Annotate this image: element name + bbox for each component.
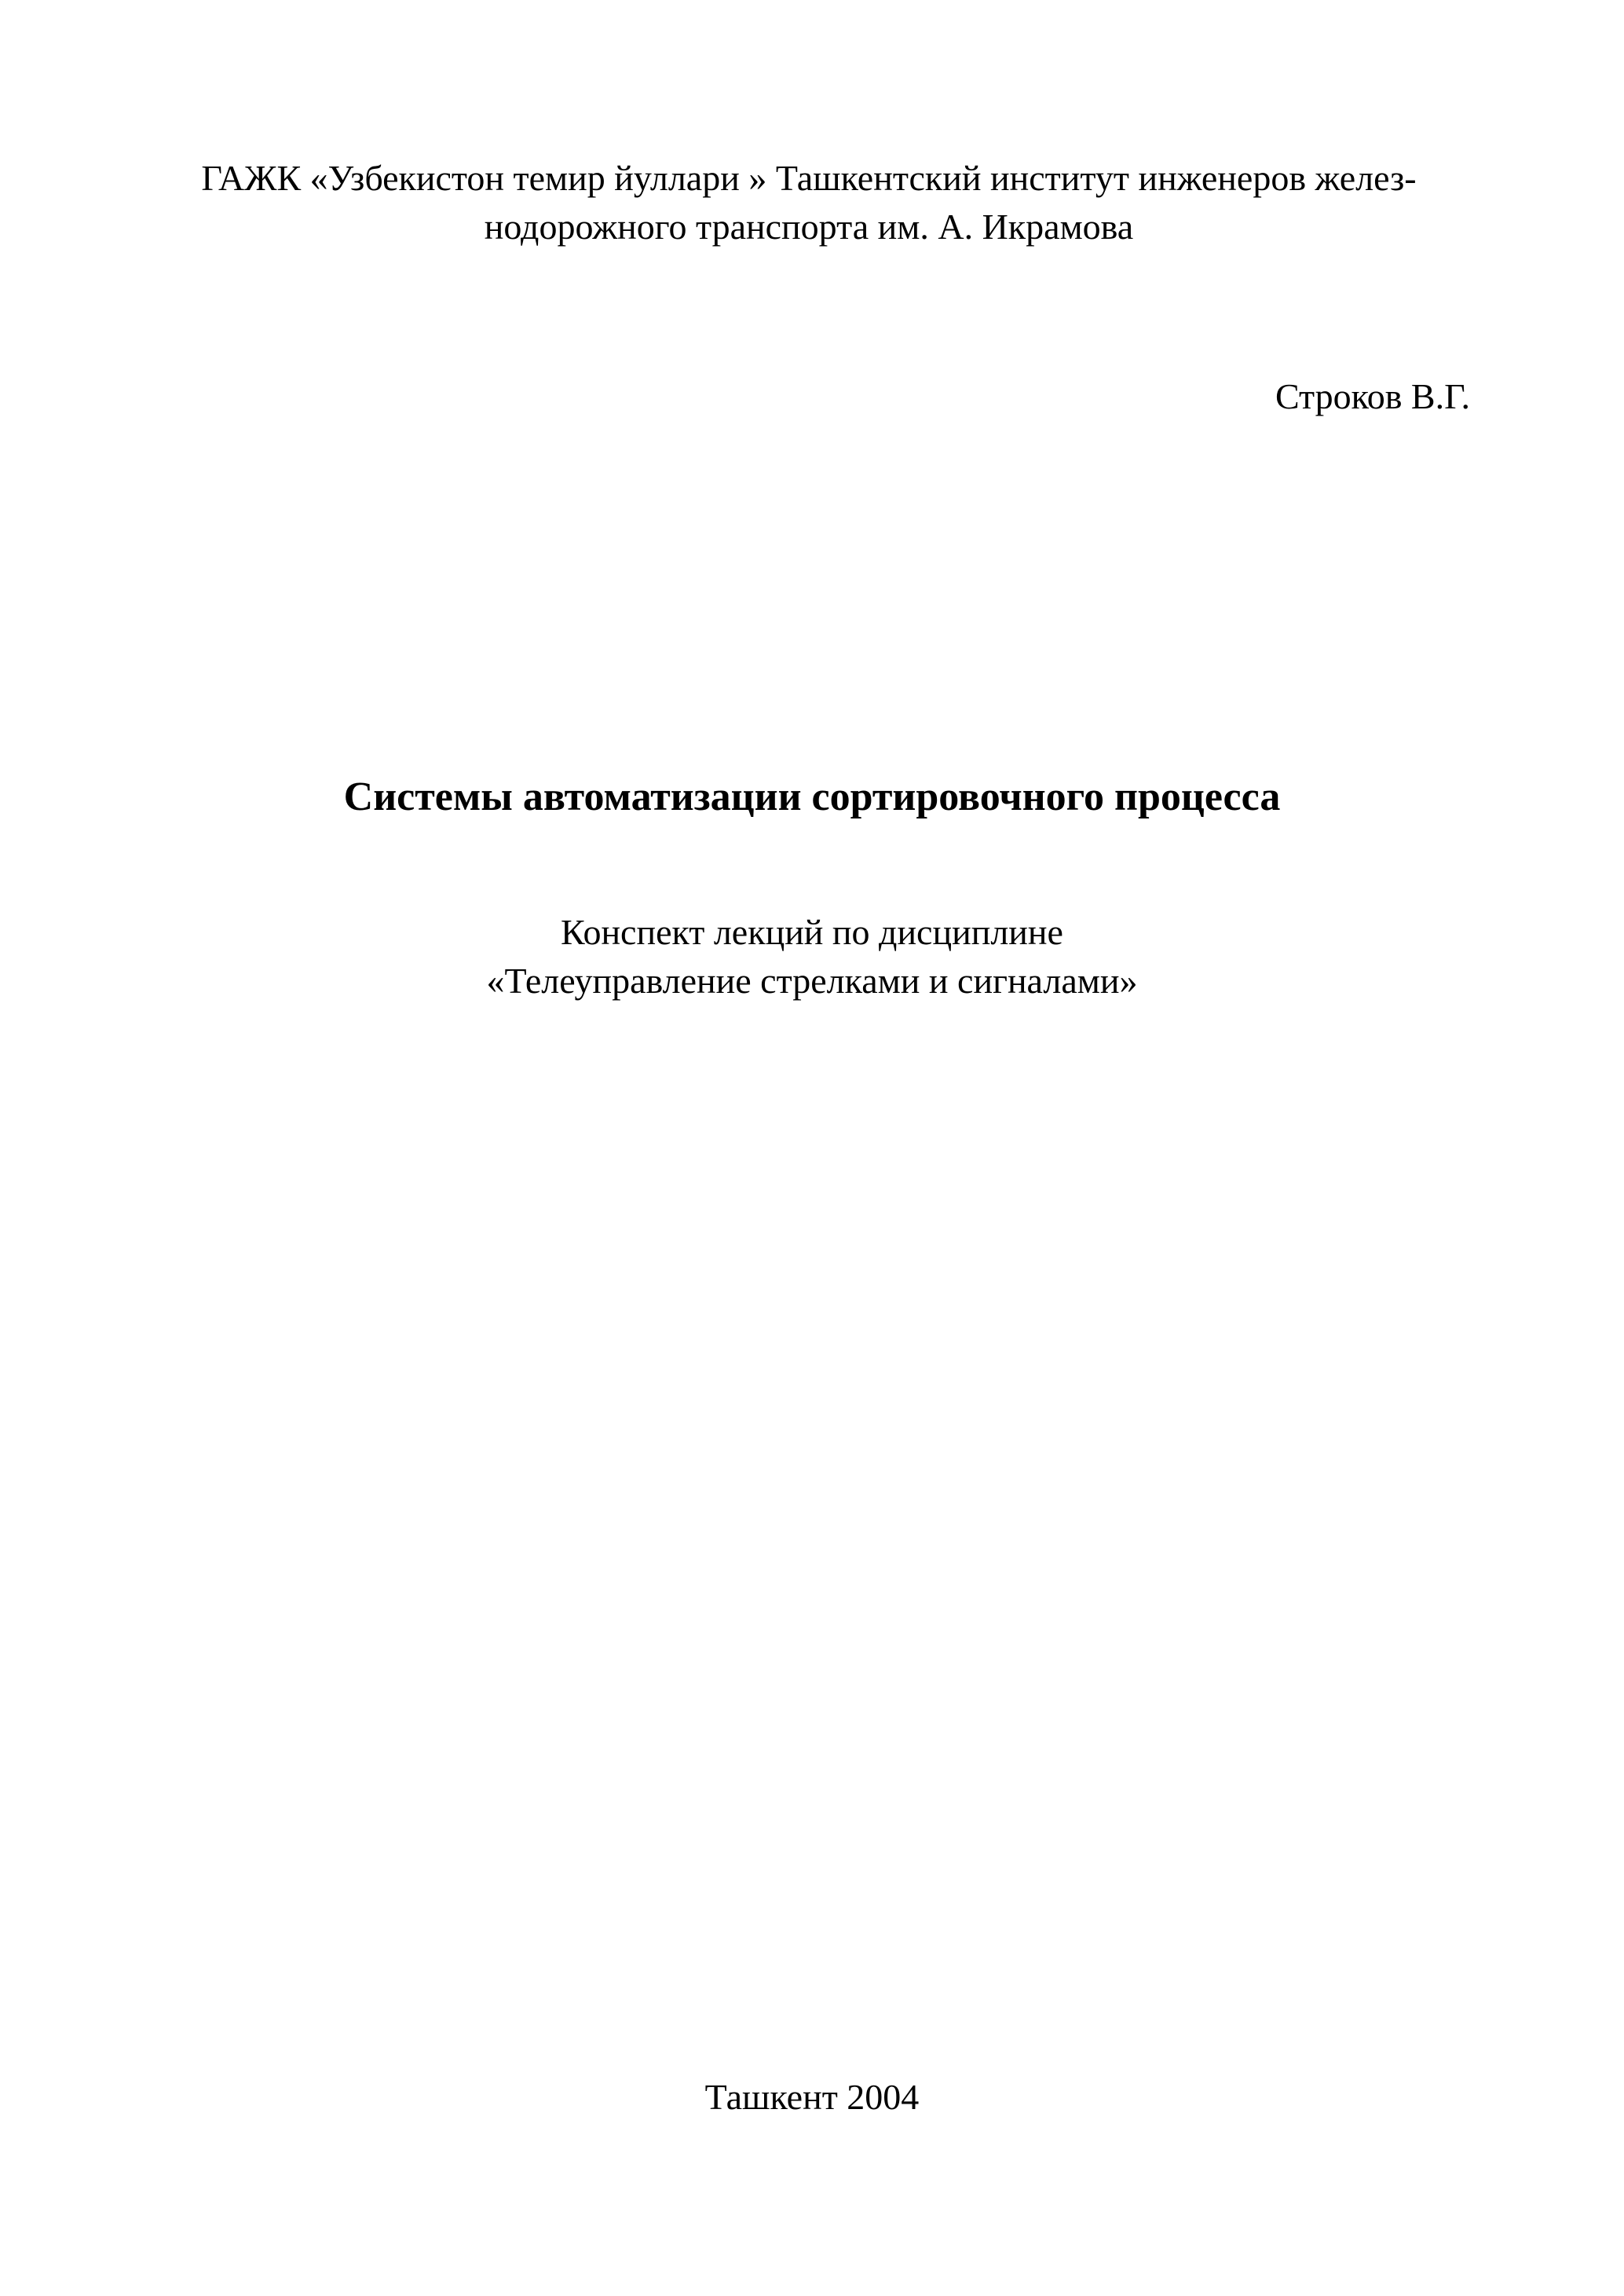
document-subtitle (0, 908, 1624, 1005)
document-title: Системы автоматизации сортировочного процесса (343, 774, 1281, 819)
institution-line-1: ГАЖК «Узбекистон темир йуллари » Ташкентский институт инженеров желез- (201, 158, 1417, 198)
institution-line-2: нодорожного транспорта им. А. Икрамова (484, 207, 1134, 247)
city-year: Ташкент 2004 (704, 2077, 920, 2117)
subtitle-line-1: Конспект лекций по дисциплине (561, 912, 1063, 952)
institution-header (141, 154, 1476, 251)
subtitle-line-2: «Телеуправление стрелками и сигналами» (486, 961, 1138, 1001)
author-name: Строков В.Г. (1275, 376, 1470, 416)
